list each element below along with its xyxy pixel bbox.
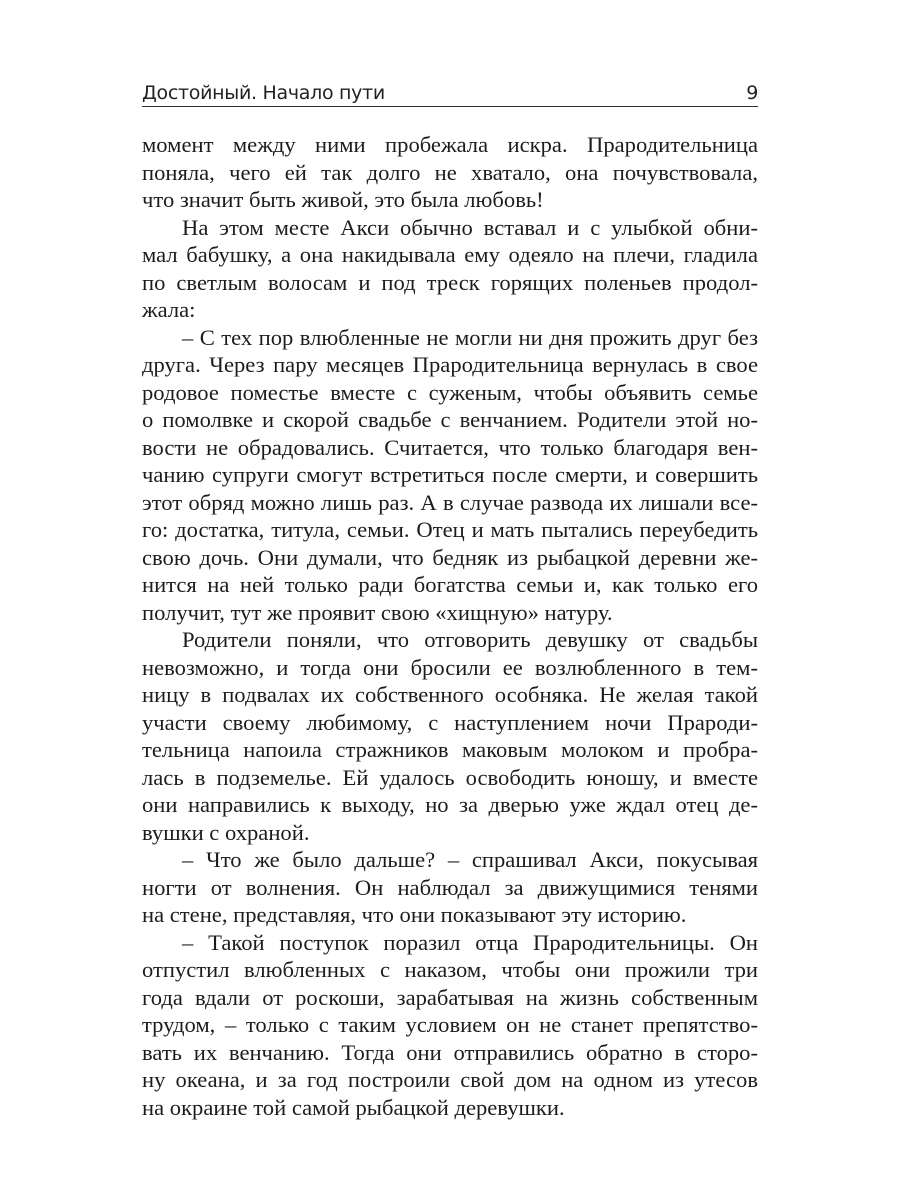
text-line: нится на ней только ради богатства семьи и, как только его: [142, 572, 758, 597]
text-line: этот обряд можно лишь раз. А в случае развода их лишали все-: [142, 489, 758, 515]
paragraph: [142, 131, 758, 214]
text-line: вать их венчанию. Тогда они отправились обратно в сторо-: [142, 1039, 758, 1065]
text-line: жала:: [142, 297, 196, 322]
text-line: что значит быть живой, это была любовь!: [142, 187, 544, 212]
text-line: поняла, чего ей так долго не хватало, она почувствовала,: [142, 159, 758, 185]
text-line: момент между ними пробежала искра. Прародительница: [142, 132, 758, 157]
text-line: отпустил влюбленных с наказом, чтобы они прожили три: [142, 957, 758, 982]
text-line: они направились к выходу, но за дверью уже ждал отец де-: [142, 792, 758, 817]
text-line: тельница напоила стражников маковым молоком и пробра-: [142, 737, 758, 762]
text-line: ну океана, и за год построили свой дом на одном из утесов: [142, 1067, 758, 1092]
text-line: на стене, представляя, что они показывают эту историю.: [142, 902, 687, 927]
paragraph: [142, 214, 758, 324]
page-number: 9: [746, 82, 758, 104]
text-line: по светлым волосам и под треск горящих поленьев продол-: [142, 269, 758, 295]
text-line: получит, тут же проявит свою «хищную» натуру.: [142, 599, 613, 625]
text-line: – С тех пор влюбленные не могли ни дня прожить друг без: [182, 324, 758, 350]
text-line: друга. Через пару месяцев Прародительница вернулась в свое: [142, 352, 758, 377]
text-line: о помолвке и скорой свадьбе с венчанием. Родители этой но-: [142, 407, 758, 432]
running-header: [142, 76, 758, 104]
text-line: ницу в подвалах их собственного особняка. Не желая такой: [142, 682, 758, 707]
paragraph: [142, 929, 758, 1122]
running-title: Достойный. Начало пути: [142, 82, 385, 104]
text-line: трудом, – только с таким условием он не станет препятство-: [142, 1012, 758, 1037]
text-line: – Такой поступок поразил отца Прародительницы. Он: [182, 929, 758, 955]
paragraph: [142, 324, 758, 627]
text-line: вушки с охраной.: [142, 819, 310, 845]
header-rule: [142, 106, 758, 107]
text-line: мал бабушку, а она накидывала ему одеяло на плечи, гладила: [142, 242, 758, 267]
text-line: – Что же было дальше? – спрашивал Акси, покусывая: [182, 847, 758, 872]
text-line: На этом месте Акси обычно вставал и с улыбкой обни-: [182, 214, 758, 240]
text-line: родовое поместье вместе с суженым, чтобы объявить семье: [142, 379, 758, 405]
text-line: ногти от волнения. Он наблюдал за движущимися тенями: [142, 874, 758, 900]
body-text: [142, 131, 758, 1121]
text-line: невозможно, и тогда они бросили ее возлюбленного в тем-: [142, 654, 758, 680]
text-line: чанию супруги смогут встретиться после смерти, и совершить: [142, 462, 758, 487]
text-line: свою дочь. Они думали, что бедняк из рыбацкой деревни же-: [142, 544, 758, 570]
text-line: лась в подземелье. Ей удалось освободить юношу, и вместе: [142, 764, 758, 790]
text-line: участи своему любимому, с наступлением ночи Прароди-: [142, 709, 758, 735]
text-line: года вдали от роскоши, зарабатывая на жизнь собственным: [142, 984, 758, 1010]
text-line: Родители поняли, что отговорить девушку от свадьбы: [182, 627, 758, 652]
paragraph: [142, 626, 758, 846]
text-line: вости не обрадовались. Считается, что только благодаря вен-: [142, 434, 758, 460]
paragraph: [142, 846, 758, 929]
text-line: на окраине той самой рыбацкой деревушки.: [142, 1094, 565, 1120]
text-line: го: достатка, титула, семьи. Отец и мать пытались переубедить: [142, 517, 758, 542]
